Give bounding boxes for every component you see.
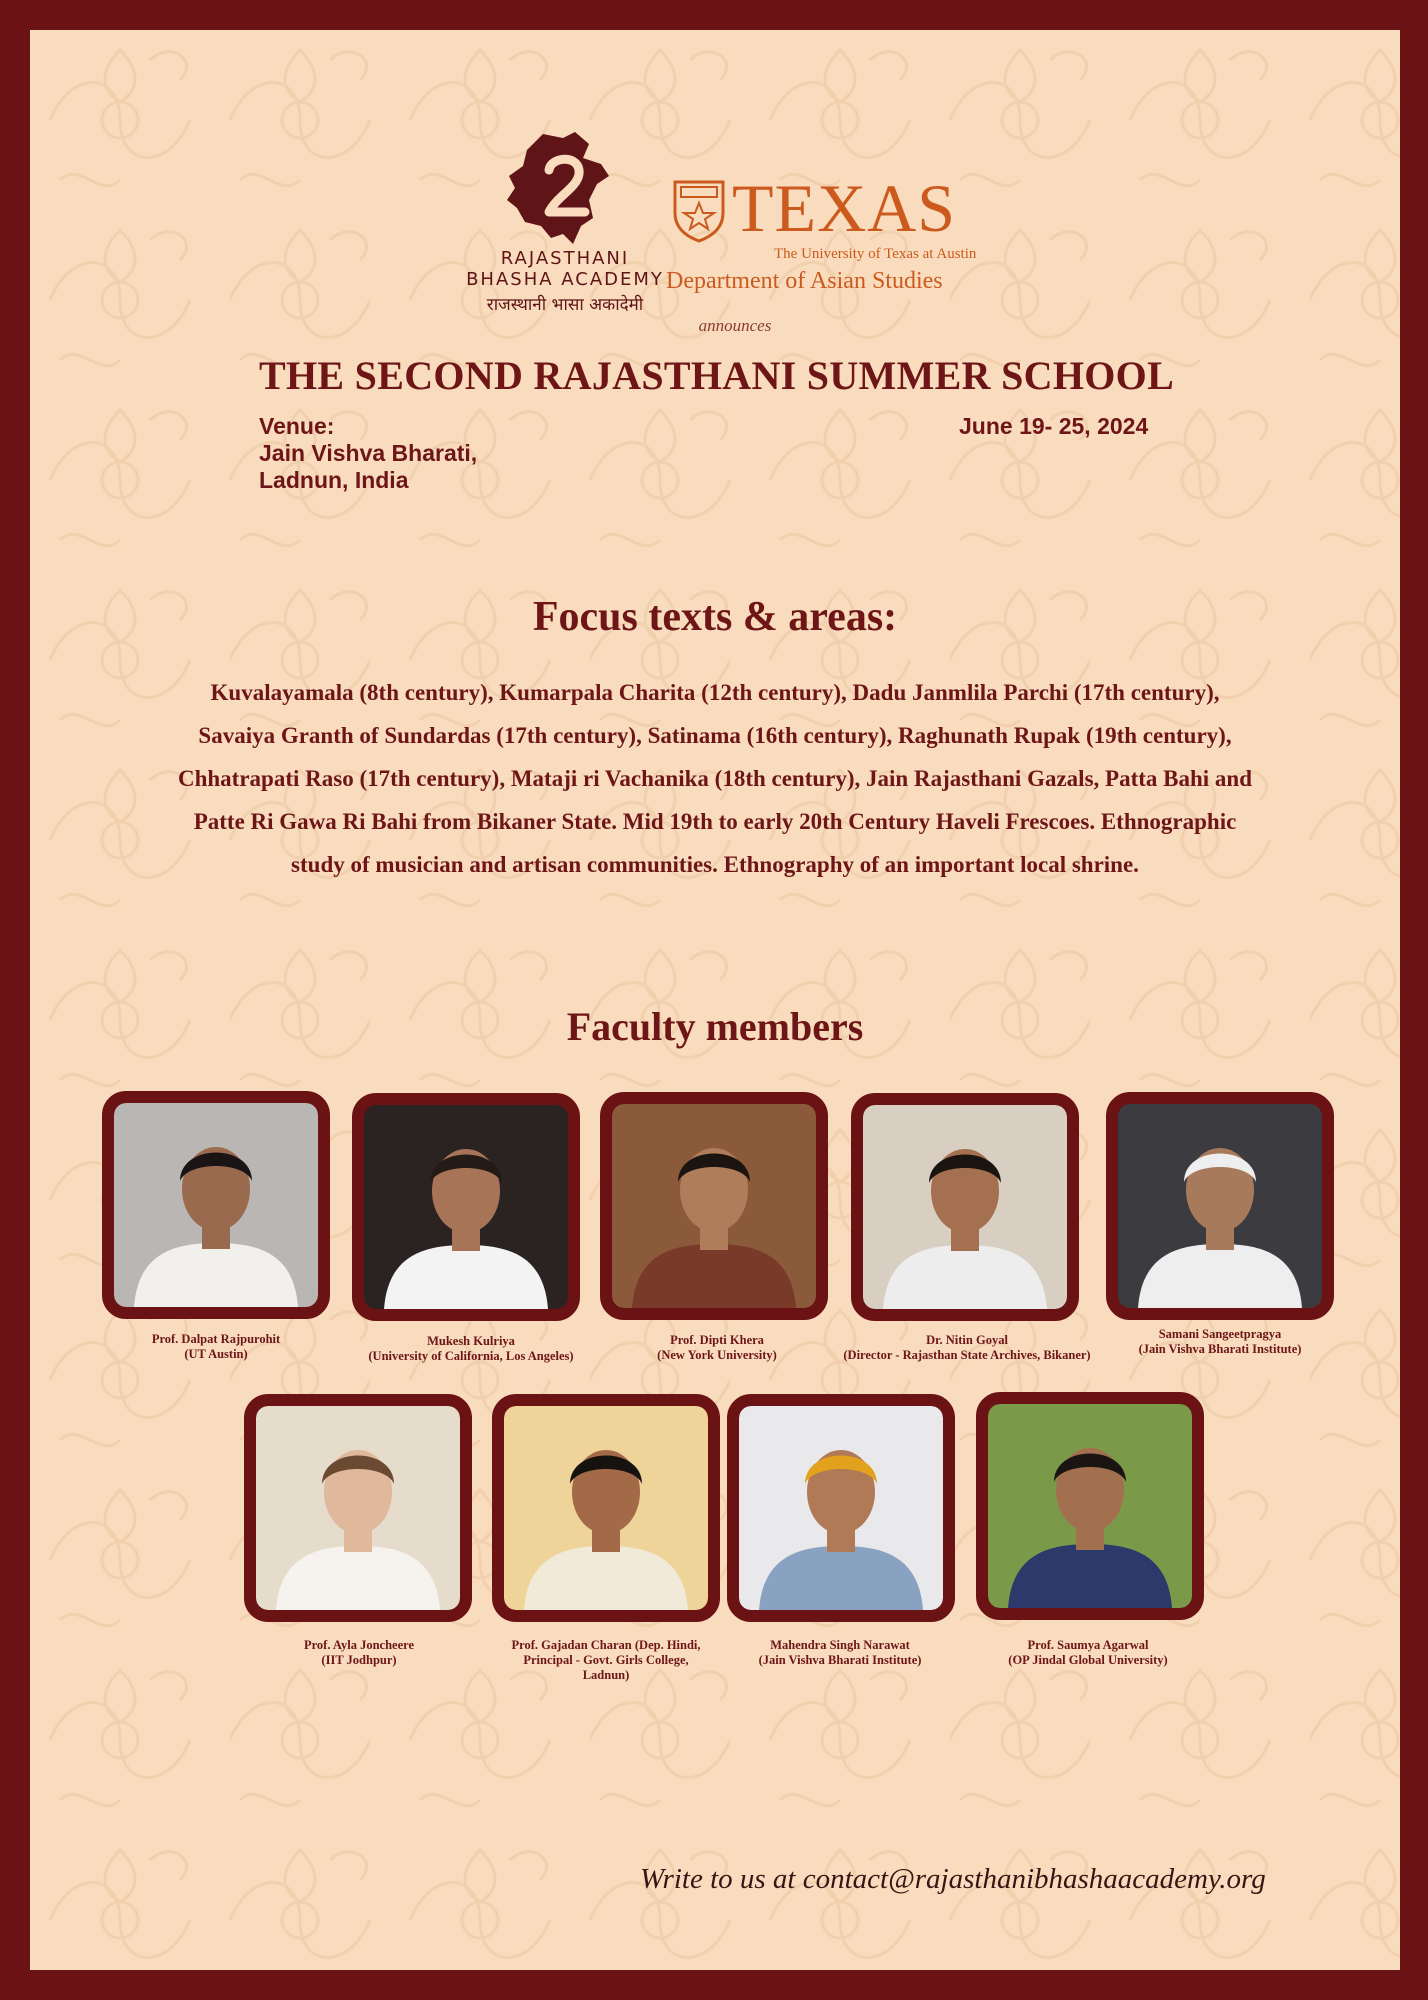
faculty-name: Prof. Gajadan Charan (Dep. Hindi, xyxy=(511,1638,701,1652)
faculty-name: Mukesh Kulriya xyxy=(427,1334,515,1348)
event-title: THE SECOND RAJASTHANI SUMMER SCHOOL xyxy=(259,353,1175,398)
faculty-photo xyxy=(102,1091,330,1319)
portrait-photo xyxy=(504,1406,708,1610)
portrait-photo xyxy=(612,1104,816,1308)
rajasthan-map-icon xyxy=(505,130,625,248)
faculty-photo xyxy=(727,1394,955,1622)
faculty-caption xyxy=(938,1638,1238,1668)
portrait-photo xyxy=(988,1404,1192,1608)
faculty-affiliation: (OP Jindal Global University) xyxy=(1008,1653,1168,1667)
ut-shield-icon xyxy=(672,179,726,243)
faculty-photo xyxy=(352,1093,580,1321)
faculty-affiliation: (IIT Jodhpur) xyxy=(321,1653,397,1667)
venue-block xyxy=(259,413,477,494)
faculty-affiliation: (Director - Rajasthan State Archives, Bikaner) xyxy=(843,1348,1091,1362)
venue-line1: Jain Vishva Bharati, xyxy=(259,440,478,466)
faculty-name: Mahendra Singh Narawat xyxy=(770,1638,910,1652)
rajasthani-bhasha-academy-logo xyxy=(460,130,670,330)
ut-austin-logo xyxy=(666,170,986,305)
faculty-affiliation: (New York University) xyxy=(657,1348,777,1362)
faculty-name: Prof. Ayla Joncheere xyxy=(303,1638,415,1652)
academy-name-line1: RAJASTHANI xyxy=(500,248,630,269)
event-dates: June 19- 25, 2024 xyxy=(959,413,1149,439)
faculty-affiliation: (UT Austin) xyxy=(184,1347,248,1361)
portrait-photo xyxy=(256,1406,460,1610)
faculty-photo xyxy=(1106,1092,1334,1320)
faculty-photo xyxy=(976,1392,1204,1620)
venue-label: Venue: xyxy=(259,413,335,439)
portrait-photo xyxy=(863,1105,1067,1309)
faculty-heading: Faculty members xyxy=(566,1004,864,1049)
faculty-name: Prof. Saumya Agarwal xyxy=(1027,1638,1149,1652)
faculty-photo xyxy=(851,1093,1079,1321)
faculty-affiliation: (Jain Vishva Bharati Institute) xyxy=(758,1653,922,1667)
academy-name-hindi: राजस्थानी भासा अकादेमी xyxy=(486,295,644,315)
texas-wordmark: TEXAS xyxy=(732,170,957,246)
department-name: Department of Asian Studies xyxy=(666,268,943,294)
venue-line2: Ladnun, India xyxy=(259,467,409,493)
faculty-affiliation: (University of California, Los Angeles) xyxy=(368,1349,574,1363)
faculty-photo xyxy=(600,1092,828,1320)
focus-description: Kuvalayamala (8th century), Kumarpala Charita (12th century), Dadu Janmlila Parchi (17th century), Savaiya Granth of Sundardas (17th century), Satinama (16th century), Raghunath Rupak (19th century), Chhatrapati Raso (17th century), Mataji ri Vachanika (18th century), Jain Rajasthani Gazals, Patta Bahi and Patte Ri Gawa Ri Bahi from Bikaner State. Mid 19th to early 20th Century Haveli Frescoes. Ethnographic study of musician and artisan communities. Ethnography of an important local shrine. xyxy=(177,680,1252,877)
contact-line: Write to us at contact@rajasthanibhashaacademy.org xyxy=(640,1863,1266,1895)
poster xyxy=(30,30,1400,1970)
faculty-name: Samani Sangeetpragya xyxy=(1158,1327,1282,1341)
faculty-affiliation: (Jain Vishva Bharati Institute) xyxy=(1138,1342,1302,1356)
faculty-name: Dr. Nitin Goyal xyxy=(926,1333,1008,1347)
faculty-name: Prof. Dalpat Rajpurohit xyxy=(151,1332,281,1346)
portrait-photo xyxy=(114,1103,318,1307)
portrait-photo xyxy=(1118,1104,1322,1308)
announces-text: announces xyxy=(698,316,772,335)
academy-name-line2: BHASHA ACADEMY xyxy=(466,269,664,290)
faculty-name: Prof. Dipti Khera xyxy=(670,1333,764,1347)
ut-austin-subtitle: The University of Texas at Austin xyxy=(774,246,977,262)
faculty-photo xyxy=(492,1394,720,1622)
portrait-photo xyxy=(739,1406,943,1610)
faculty-caption xyxy=(1070,1327,1370,1357)
focus-heading: Focus texts & areas: xyxy=(532,594,898,640)
faculty-affiliation: Principal - Govt. Girls College, Ladnun) xyxy=(523,1653,689,1682)
faculty-photo xyxy=(244,1394,472,1622)
portrait-photo xyxy=(364,1105,568,1309)
